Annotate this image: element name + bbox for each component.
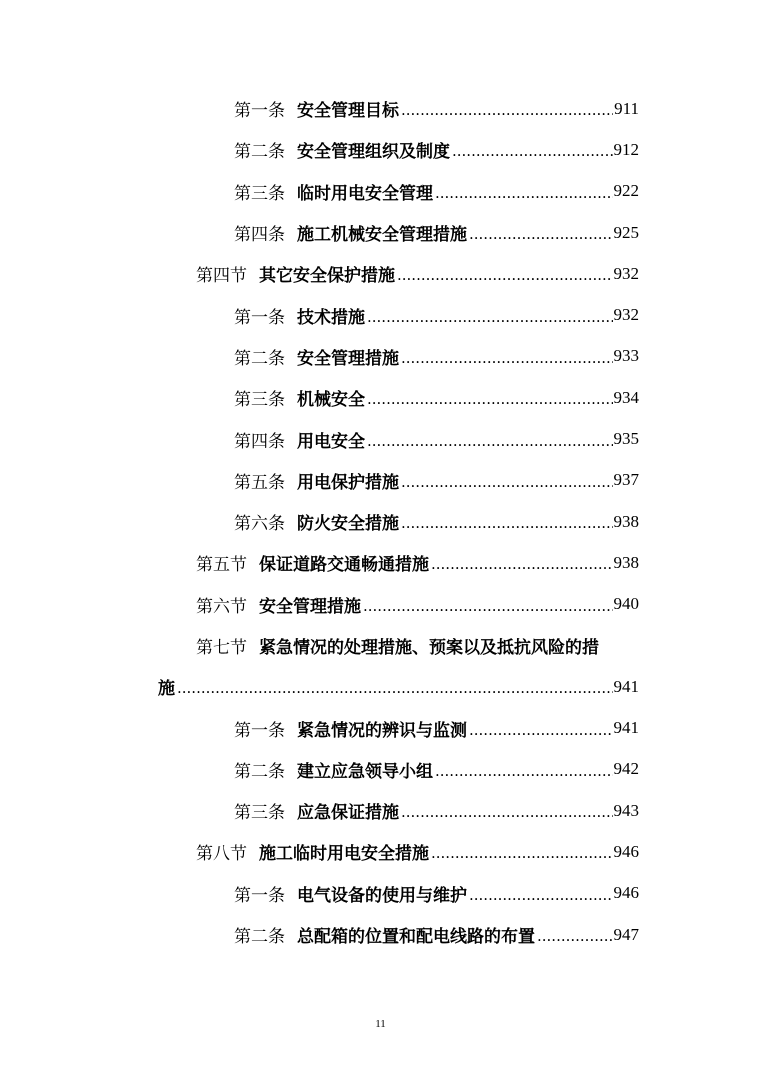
dot-leader <box>397 264 613 283</box>
toc-entry-page: 912 <box>613 139 639 159</box>
toc-entry-number: 第六条 <box>234 514 285 535</box>
toc-entry-title: 紧急情况的处理措施、预案以及抵抗风险的措 <box>259 638 599 658</box>
toc-entry-title: 紧急情况的辨识与监测 <box>297 720 467 741</box>
dot-leader <box>431 842 613 861</box>
toc-entry[interactable] <box>0 377 761 418</box>
toc-entry-number: 第一条 <box>234 720 285 741</box>
toc-entry-number: 第三条 <box>234 390 285 411</box>
toc-entry-page: 925 <box>613 222 639 242</box>
toc-entry[interactable] <box>0 501 761 542</box>
page-number: 11 <box>375 1018 386 1030</box>
dot-leader <box>469 223 613 242</box>
dot-leader <box>401 801 613 820</box>
dot-leader <box>367 388 613 407</box>
toc-entry-title: 施工机械安全管理措施 <box>297 225 467 246</box>
toc-section-entry[interactable] <box>0 542 761 583</box>
toc-entry-page: 935 <box>613 429 639 449</box>
dot-leader <box>401 471 613 490</box>
dot-leader <box>401 99 613 118</box>
toc-entry-title: 机械安全 <box>297 390 365 411</box>
toc-entry-title: 临时用电安全管理 <box>297 183 433 204</box>
toc-entry-page: 938 <box>613 552 639 572</box>
toc-entry-title: 施 <box>158 679 175 700</box>
toc-section-entry[interactable] <box>0 831 761 872</box>
toc-entry-title: 保证道路交通畅通措施 <box>259 555 429 576</box>
toc-entry-title: 其它安全保护措施 <box>259 266 395 287</box>
toc-entry[interactable] <box>0 88 761 129</box>
dot-leader <box>401 512 613 531</box>
toc-entry-page: 941 <box>613 718 639 738</box>
toc-entry-title: 安全管理措施 <box>259 596 361 617</box>
toc-entry-page: 937 <box>613 470 639 490</box>
toc-entry-number: 第四条 <box>234 431 285 452</box>
toc-entry-title: 安全管理目标 <box>297 101 399 122</box>
dot-leader <box>435 760 613 779</box>
toc-entry-page: 947 <box>613 924 639 944</box>
toc-entry-page: 942 <box>613 759 639 779</box>
toc-entry-page: 946 <box>613 841 639 861</box>
toc-entry-page: 938 <box>613 511 639 531</box>
toc-entry-number: 第一条 <box>234 101 285 122</box>
toc-section-entry[interactable] <box>0 253 761 294</box>
toc-entry-title: 安全管理措施 <box>297 348 399 369</box>
toc-entry-title: 应急保证措施 <box>297 803 399 824</box>
toc-entry[interactable] <box>0 171 761 212</box>
toc-entry-number: 第一条 <box>234 307 285 328</box>
toc-entry-title: 技术措施 <box>297 307 365 328</box>
toc-entry-number: 第七节 <box>196 638 247 658</box>
toc-entry-number: 第五条 <box>234 472 285 493</box>
dot-leader <box>435 182 613 201</box>
toc-entry-number: 第四条 <box>234 225 285 246</box>
toc-entry[interactable] <box>0 336 761 377</box>
toc-entry[interactable] <box>0 418 761 459</box>
toc-entry-title: 总配箱的位置和配电线路的布置 <box>297 927 535 948</box>
toc-entry-number: 第一条 <box>234 885 285 906</box>
dot-leader <box>367 430 613 449</box>
toc-entry-number: 第二条 <box>234 142 285 163</box>
toc-entry-number: 第三条 <box>234 183 285 204</box>
toc-entry-number: 第二条 <box>234 927 285 948</box>
toc-entry-page: 922 <box>613 181 639 201</box>
toc-entry-page: 932 <box>613 263 639 283</box>
dot-leader <box>401 347 613 366</box>
toc-section-entry[interactable] <box>0 584 761 625</box>
dot-leader <box>537 925 613 944</box>
toc-entry[interactable] <box>0 707 761 748</box>
toc-entry[interactable] <box>0 749 761 790</box>
toc-entry-title: 施工临时用电安全措施 <box>259 844 429 865</box>
toc-entry[interactable] <box>0 914 761 955</box>
toc-entry-page: 943 <box>613 800 639 820</box>
toc-entry-title: 用电保护措施 <box>297 472 399 493</box>
toc-entry-number: 第六节 <box>196 596 247 617</box>
toc-entry-number: 第五节 <box>196 555 247 576</box>
toc-entry-title: 电气设备的使用与维护 <box>297 885 467 906</box>
toc-entry-title: 用电安全 <box>297 431 365 452</box>
toc-entry-page: 946 <box>613 883 639 903</box>
toc-entry-title: 建立应急领导小组 <box>297 761 433 782</box>
dot-leader <box>363 595 613 614</box>
toc-entry-title: 安全管理组织及制度 <box>297 142 450 163</box>
toc-entry-page: 932 <box>613 305 639 325</box>
toc-entry[interactable] <box>0 212 761 253</box>
toc-entry-page: 911 <box>614 98 639 118</box>
dot-leader <box>452 140 613 159</box>
toc-section-entry-wrapped[interactable] <box>0 625 761 666</box>
toc-entry-number: 第三条 <box>234 803 285 824</box>
dot-leader <box>367 306 613 325</box>
toc-entry-number: 第四节 <box>196 266 247 287</box>
dot-leader <box>431 553 613 572</box>
dot-leader <box>469 719 613 738</box>
toc-entry[interactable] <box>0 294 761 335</box>
toc-entry-title: 防火安全措施 <box>297 514 399 535</box>
toc-entry-number: 第二条 <box>234 761 285 782</box>
toc-entry-page: 934 <box>613 387 639 407</box>
dot-leader <box>469 884 613 903</box>
toc-entry-number: 第八节 <box>196 844 247 865</box>
dot-leader <box>177 677 613 696</box>
toc-entry-continuation[interactable] <box>0 666 761 707</box>
toc-entry[interactable] <box>0 790 761 831</box>
toc-entry[interactable] <box>0 873 761 914</box>
toc-entry-number: 第二条 <box>234 348 285 369</box>
toc-entry-page: 933 <box>613 346 639 366</box>
toc-entry[interactable] <box>0 129 761 170</box>
toc-entry-page: 940 <box>613 594 639 614</box>
toc-entry-page: 941 <box>613 676 639 696</box>
table-of-contents <box>0 88 761 955</box>
toc-entry[interactable] <box>0 460 761 501</box>
